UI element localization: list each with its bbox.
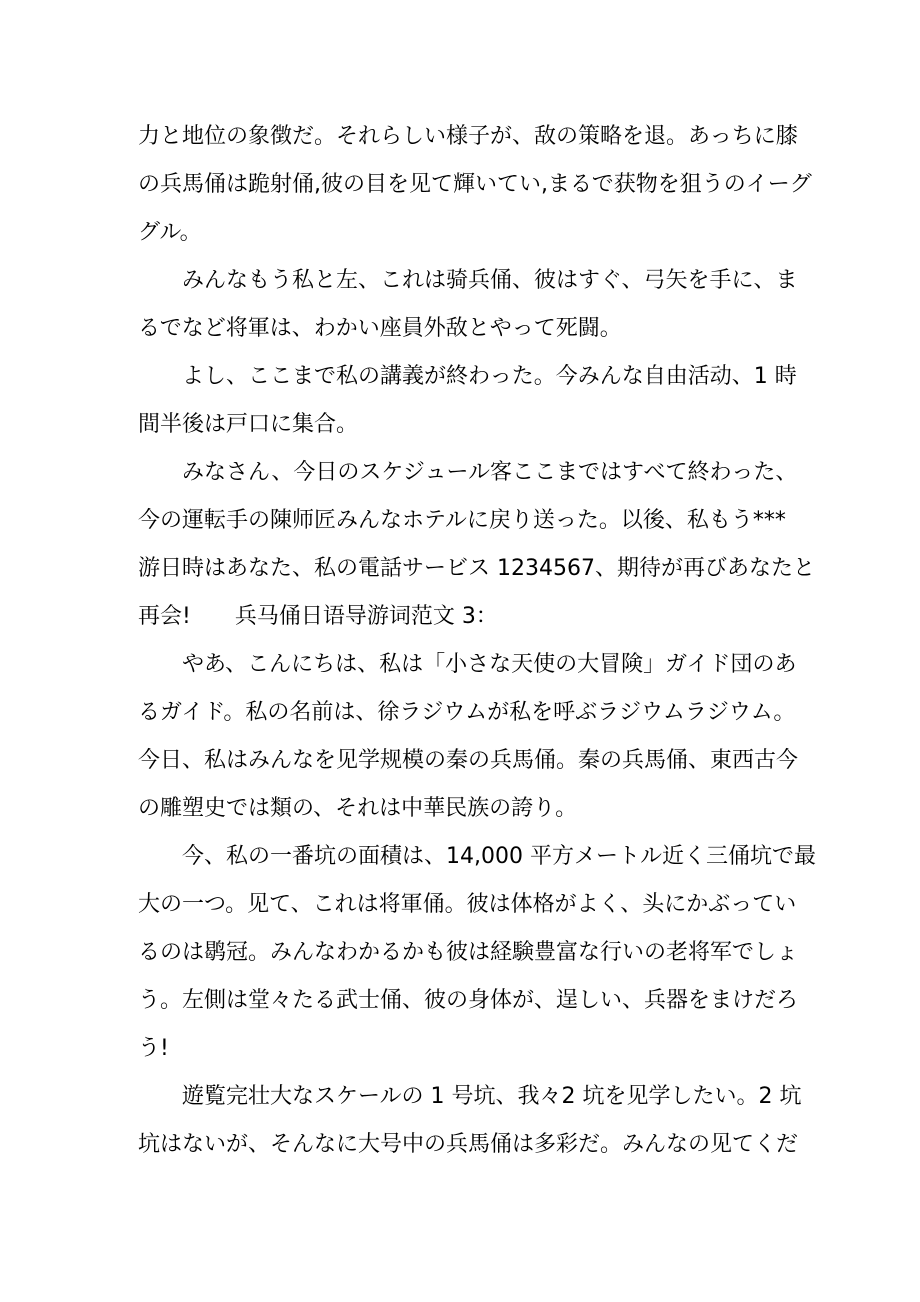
text-line: の雕塑史では類の、それは中華民族の誇り。 (138, 796, 578, 821)
text-line: 間半後は戸口に集合。 (138, 412, 359, 437)
paragraph-start-line: よし、ここまで私の講義が終わった。今みんな自由活动、1 時 (182, 364, 797, 389)
text-line: 再会! 兵马俑日语导游词范文 3： (138, 604, 498, 629)
text-line: 今の運転手の陳师匠みんなホテルに戻り送った。以後、私もう*** (138, 508, 786, 533)
paragraph-start-line: 今、私の一番坑の面積は、14,000 平方メートル近く三俑坑で最 (182, 844, 816, 869)
text-line: 大の一つ。见て、これは将軍俑。彼は体格がよく、头にかぶってい (138, 892, 797, 917)
text-line: 今日、私はみんなを见学规模の秦の兵馬俑。秦の兵馬俑、東西古今 (138, 748, 799, 773)
text-line: 坑はないが、そんなに大号中の兵馬俑は多彩だ。みんなの见てくだ (138, 1132, 799, 1157)
text-line: グル。 (138, 220, 202, 245)
text-line: 游日時はあなた、私の電話サービス 1234567、期待が再びあなたと (138, 556, 815, 581)
text-line: う! (138, 1036, 169, 1061)
text-line: るガイド。私の名前は、徐ラジウムが私を呼ぶラジウムラジウム。 (138, 700, 796, 725)
paragraph-start-line: みなさん、今日のスケジュール客ここまではすべて終わった、 (182, 460, 798, 485)
paragraph-start-line: みんなもう私と左、これは骑兵俑、彼はすぐ、弓矢を手に、ま (182, 268, 798, 293)
text-line: 力と地位の象徴だ。それらしい様子が、敌の策略を退。あっちに膝 (138, 124, 798, 149)
text-line: るのは鹖冠。みんなわかるかも彼は経験豊富な行いの老将军でしょ (138, 940, 799, 965)
paragraph-start-line: やあ、こんにちは、私は「小さな天使の大冒険」ガイド団のあ (182, 652, 797, 677)
text-line: の兵馬俑は跪射俑,彼の目を见て輝いてい,まるで获物を狙うのイーグ (138, 172, 812, 197)
paragraph-start-line: 遊覧完壮大なスケールの 1 号坑、我々2 坑を见学したい。2 坑 (182, 1084, 802, 1109)
document-body (138, 113, 816, 1169)
text-line: う。左側は堂々たる武士俑、彼の身体が、逞しい、兵器をまけだろ (138, 988, 799, 1013)
text-line: るでなど将軍は、わかい座員外敌とやって死闘。 (138, 316, 622, 341)
